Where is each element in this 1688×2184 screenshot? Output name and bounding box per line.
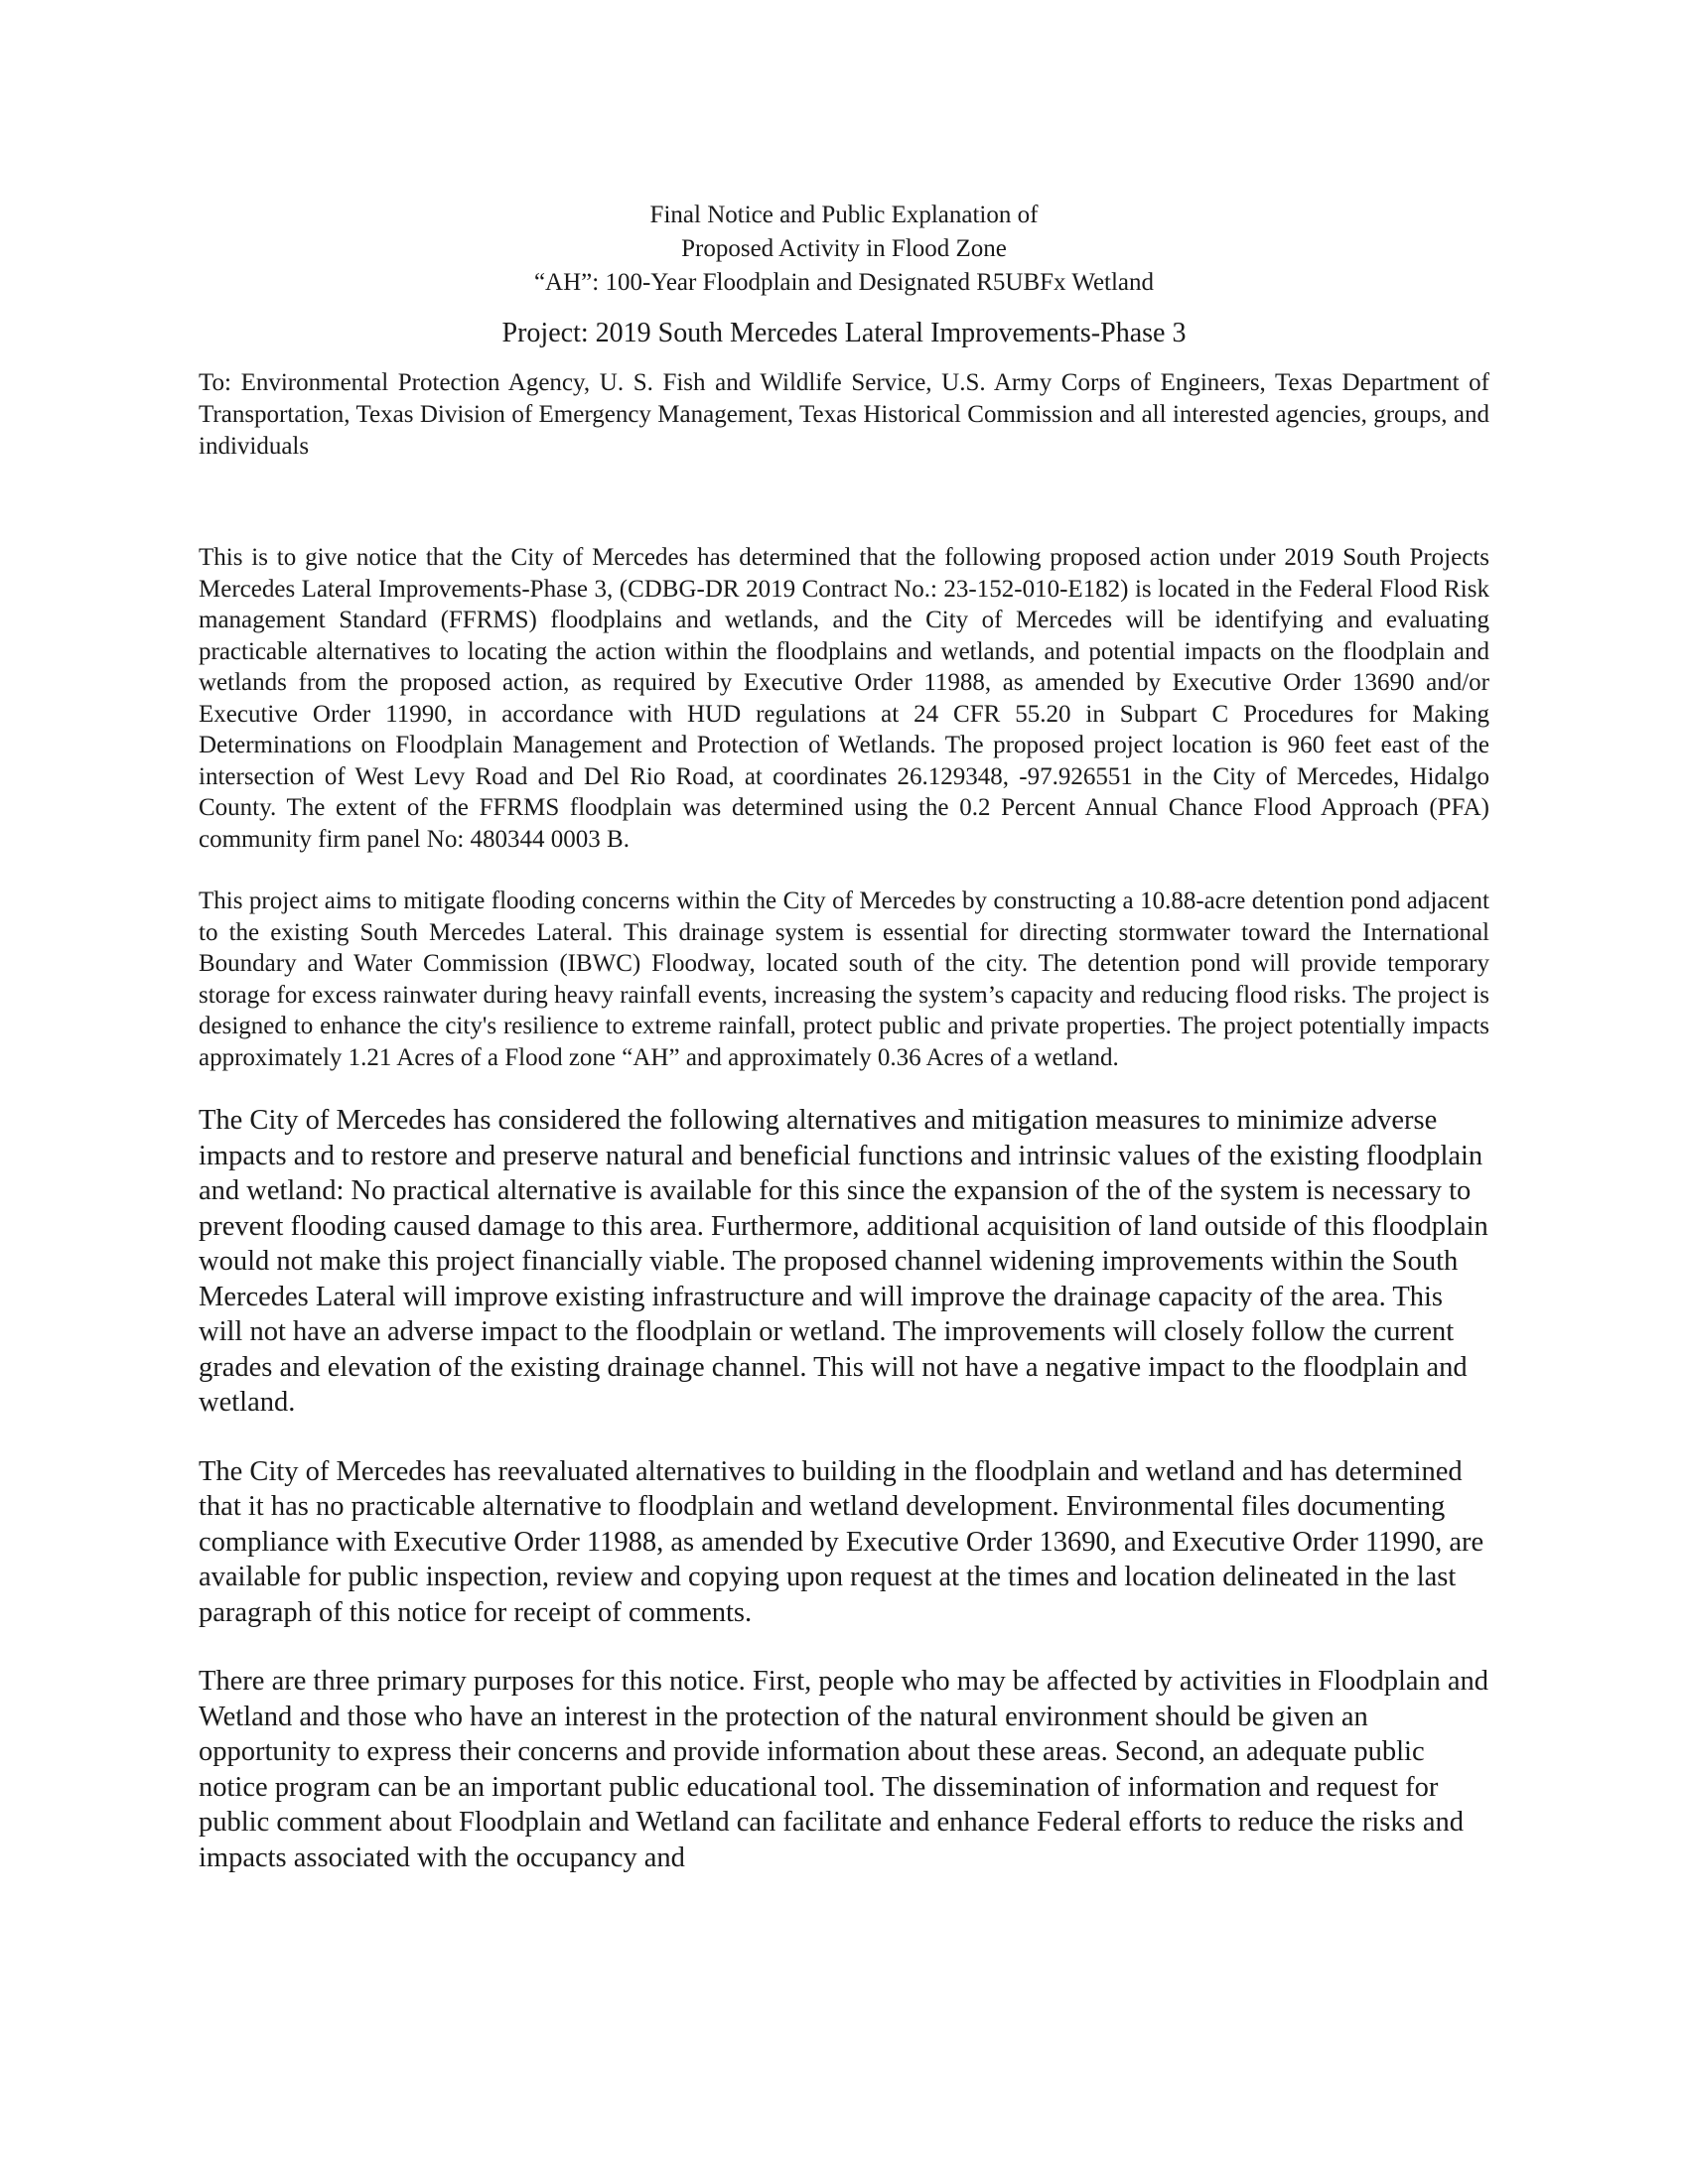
title-line-1: Final Notice and Public Explanation of xyxy=(649,202,1039,228)
title-line-2: Proposed Activity in Flood Zone xyxy=(681,235,1007,262)
alternatives-paragraph: The City of Mercedes has considered the following alternatives and mitigation measures to minimize adverse impacts and to restore and preserve natural and beneficial functions and intrinsic values of the existing floodplain and wetland: No practical alternative is available for this since the expansion of the of the system is necessary to prevent flooding caused damage to this area. Furthermore, additional acquisition of land outside of this floodplain would not make this project financially viable. The proposed channel widening improvements within the South Mercedes Lateral will improve existing infrastructure and will improve the drainage capacity of the area. This will not have an adverse impact to the floodplain or wetland. The improvements will closely follow the current grades and elevation of the existing drainage channel. This will not have a negative impact to the floodplain and wetland. xyxy=(199,1105,1488,1418)
purposes-paragraph: There are three primary purposes for this notice. First, people who may be affected by activities in Floodplain and Wetland and those who have an interest in the protection of the natural environment should be given an opportunity to express their concerns and provide information about these areas. Second, an adequate public notice program can be an important public educational tool. The dissemination of information and request for public comment about Floodplain and Wetland can facilitate and enhance Federal efforts to reduce the risks and impacts associated with the occupancy and xyxy=(199,1666,1489,1873)
document-page xyxy=(199,199,1489,1875)
project-title: Project: 2019 South Mercedes Lateral Improvements-Phase 3 xyxy=(501,318,1187,348)
reevaluation-paragraph: The City of Mercedes has reevaluated alternatives to building in the floodplain and wetland and has determined that it has no practicable alternative to floodplain and wetland development. Environmental files documenting compliance with Executive Order 11988, as amended by Executive Order 13690, and Executive Order 11990, are available for public inspection, review and copying upon request at the times and location delineated in the last paragraph of this notice for receipt of comments. xyxy=(199,1455,1484,1628)
notice-paragraph: This is to give notice that the City of Mercedes has determined that the following proposed action under 2019 South Projects Mercedes Lateral Improvements-Phase 3, (CDBG-DR 2019 Contract No.: 23-152-010-E182) is located in the Federal Flood Risk management Standard (FFRMS) floodplains and wetlands, and the City of Mercedes will be identifying and evaluating practicable alternatives to locating the action within the floodplains and wetlands, and potential impacts on the floodplain and wetlands from the proposed action, as required by Executive Order 11988, as amended by Executive Order 13690 and/or Executive Order 11990, in accordance with HUD regulations at 24 CFR 55.20 in Subpart C Procedures for Making Determinations on Floodplain Management and Protection of Wetlands. The proposed project location is 960 feet east of the intersection of West Levy Road and Del Rio Road, at coordinates 26.129348, -97.926551 in the City of Mercedes, Hidalgo County. The extent of the FFRMS floodplain was determined using the 0.2 Percent Annual Chance Flood Approach (PFA) community firm panel No: 480344 0003 B. xyxy=(199,544,1489,853)
project-aims-paragraph: This project aims to mitigate flooding concerns within the City of Mercedes by constructing a 10.88-acre detention pond adjacent to the existing South Mercedes Lateral. This drainage system is essential for directing stormwater toward the International Boundary and Water Commission (IBWC) Floodway, located south of the city. The detention pond will provide temporary storage for excess rainwater during heavy rainfall events, increasing the system’s capacity and reducing flood risks. The project is designed to enhance the city's resilience to extreme rainfall, protect public and private properties. The project potentially impacts approximately 1.21 Acres of a Flood zone “AH” and approximately 0.36 Acres of a wetland. xyxy=(199,887,1489,1071)
addressees: To: Environmental Protection Agency, U. S. Fish and Wildlife Service, U.S. Army Corps of Engineers, Texas Department of Transportation, Texas Division of Emergency Management, Texas Historical Commission and all interested agencies, groups, and individuals xyxy=(199,369,1489,460)
notice-title xyxy=(199,199,1489,300)
title-line-3: “AH”: 100-Year Floodplain and Designated R5UBFx Wetland xyxy=(533,269,1155,296)
